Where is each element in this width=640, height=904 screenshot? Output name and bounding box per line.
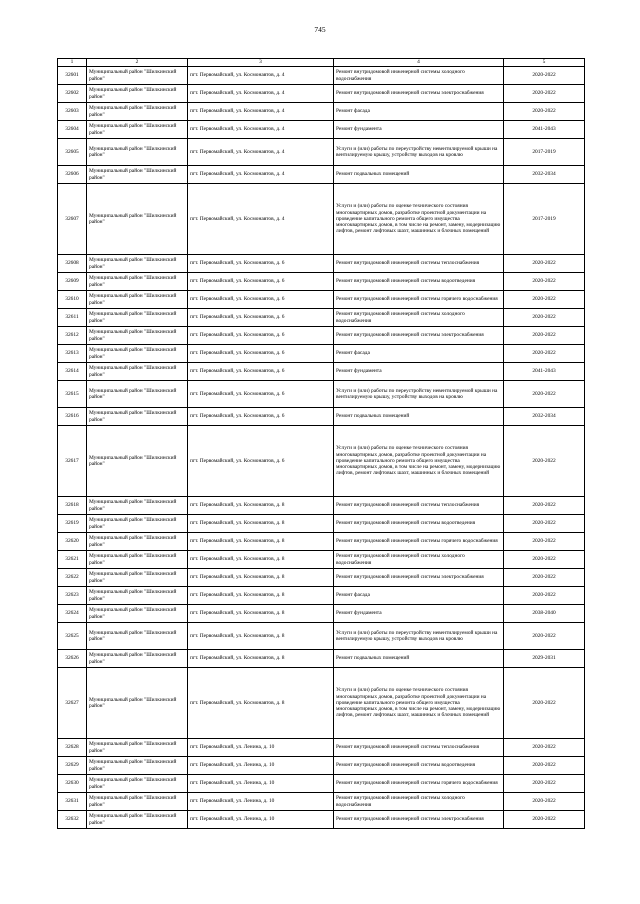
municipality-cell: Муниципальный район "Шилкинский район" <box>87 85 188 103</box>
row-number-cell: 32608 <box>58 255 87 273</box>
row-number-cell: 32624 <box>58 605 87 623</box>
row-number-cell: 32621 <box>58 551 87 569</box>
row-number-cell: 32603 <box>58 103 87 121</box>
address-cell: пгт. Первомайский, ул. Космонавтов, д. 8 <box>188 533 334 551</box>
municipality-cell: Муниципальный район "Шилкинский район" <box>87 408 188 426</box>
period-cell: 2020-2022 <box>504 381 585 408</box>
row-number-cell: 32623 <box>58 587 87 605</box>
period-cell: 2020-2022 <box>504 739 585 757</box>
address-cell: пгт. Первомайский, ул. Космонавтов, д. 8 <box>188 587 334 605</box>
municipality-cell: Муниципальный район "Шилкинский район" <box>87 668 188 739</box>
address-cell: пгт. Первомайский, ул. Ленина, д. 10 <box>188 739 334 757</box>
row-number-cell: 32604 <box>58 121 87 139</box>
period-cell: 2020-2022 <box>504 103 585 121</box>
period-cell: 2020-2022 <box>504 327 585 345</box>
work-type-cell: Ремонт фундамента <box>334 605 504 623</box>
address-cell: пгт. Первомайский, ул. Космонавтов, д. 6 <box>188 363 334 381</box>
table-row <box>58 255 585 273</box>
row-number-cell: 32619 <box>58 515 87 533</box>
municipality-cell: Муниципальный район "Шилкинский район" <box>87 255 188 273</box>
work-type-cell: Услуги и (или) работы по оценке технического состояния многоквартирных домов, разработке проектной документации на проведение капитального ремонта общего имущества многоквартирных домов, в том числе на ремонт, замену, модернизацию лифтов, ремонт лифтовых шахт, машинных и блочных помещений <box>334 668 504 739</box>
row-number-cell: 32632 <box>58 811 87 829</box>
row-number-cell: 32618 <box>58 497 87 515</box>
period-cell: 2029-2031 <box>504 650 585 668</box>
municipality-cell: Муниципальный район "Шилкинский район" <box>87 587 188 605</box>
period-cell: 2020-2022 <box>504 291 585 309</box>
work-type-cell: Ремонт внутридомовой инженерной системы холодного водоснабжения <box>334 793 504 811</box>
municipality-cell: Муниципальный район "Шилкинский район" <box>87 309 188 327</box>
municipality-cell: Муниципальный район "Шилкинский район" <box>87 426 188 497</box>
work-type-cell: Услуги и (или) работы по переустройству невентилируемой крыши на вентилируемую крышу, устройству выходов на кровлю <box>334 139 504 166</box>
address-cell: пгт. Первомайский, ул. Космонавтов, д. 8 <box>188 623 334 650</box>
work-type-cell: Услуги и (или) работы по переустройству невентилируемой крыши на вентилируемую крышу, устройству выходов на кровлю <box>334 381 504 408</box>
work-type-cell: Ремонт внутридомовой инженерной системы холодного водоснабжения <box>334 551 504 569</box>
row-number-cell: 32628 <box>58 739 87 757</box>
table-row <box>58 775 585 793</box>
address-cell: пгт. Первомайский, ул. Космонавтов, д. 8 <box>188 605 334 623</box>
address-cell: пгт. Первомайский, ул. Ленина, д. 10 <box>188 811 334 829</box>
period-cell: 2020-2022 <box>504 569 585 587</box>
period-cell: 2020-2022 <box>504 273 585 291</box>
table-row <box>58 327 585 345</box>
work-type-cell: Ремонт фасада <box>334 103 504 121</box>
column-header: 5 <box>504 59 585 67</box>
address-cell: пгт. Первомайский, ул. Космонавтов, д. 8 <box>188 569 334 587</box>
municipality-cell: Муниципальный район "Шилкинский район" <box>87 291 188 309</box>
row-number-cell: 32627 <box>58 668 87 739</box>
period-cell: 2041-2043 <box>504 363 585 381</box>
period-cell: 2032-2034 <box>504 166 585 184</box>
table-row <box>58 139 585 166</box>
municipality-cell: Муниципальный район "Шилкинский район" <box>87 793 188 811</box>
table-row <box>58 515 585 533</box>
table-row <box>58 757 585 775</box>
municipality-cell: Муниципальный район "Шилкинский район" <box>87 381 188 408</box>
address-cell: пгт. Первомайский, ул. Космонавтов, д. 4 <box>188 139 334 166</box>
municipality-cell: Муниципальный район "Шилкинский район" <box>87 103 188 121</box>
table-row <box>58 533 585 551</box>
municipality-cell: Муниципальный район "Шилкинский район" <box>87 623 188 650</box>
table-row <box>58 739 585 757</box>
row-number-cell: 32602 <box>58 85 87 103</box>
municipality-cell: Муниципальный район "Шилкинский район" <box>87 533 188 551</box>
table-row <box>58 103 585 121</box>
row-number-cell: 32617 <box>58 426 87 497</box>
work-type-cell: Ремонт внутридомовой инженерной системы теплоснабжения <box>334 497 504 515</box>
municipality-cell: Муниципальный район "Шилкинский район" <box>87 811 188 829</box>
address-cell: пгт. Первомайский, ул. Космонавтов, д. 6 <box>188 309 334 327</box>
row-number-cell: 32629 <box>58 757 87 775</box>
work-type-cell: Услуги и (или) работы по переустройству невентилируемой крыши на вентилируемую крышу, устройству выходов на кровлю <box>334 623 504 650</box>
address-cell: пгт. Первомайский, ул. Космонавтов, д. 6 <box>188 327 334 345</box>
period-cell: 2020-2022 <box>504 775 585 793</box>
period-cell: 2017-2019 <box>504 184 585 255</box>
row-number-cell: 32616 <box>58 408 87 426</box>
row-number-cell: 32630 <box>58 775 87 793</box>
work-type-cell: Ремонт внутридомовой инженерной системы электроснабжения <box>334 811 504 829</box>
period-cell: 2032-2034 <box>504 408 585 426</box>
period-cell: 2020-2022 <box>504 587 585 605</box>
work-type-cell: Ремонт фасада <box>334 587 504 605</box>
address-cell: пгт. Первомайский, ул. Космонавтов, д. 8 <box>188 515 334 533</box>
work-type-cell: Услуги и (или) работы по оценке технического состояния многоквартирных домов, разработке проектной документации на проведение капитального ремонта общего имущества многоквартирных домов, в том числе на ремонт, замену, модернизацию лифтов, ремонт лифтовых шахт, машинных и блочных помещений <box>334 426 504 497</box>
table-row <box>58 67 585 85</box>
work-type-cell: Ремонт внутридомовой инженерной системы холодного водоснабжения <box>334 67 504 85</box>
table-row <box>58 426 585 497</box>
table-row <box>58 408 585 426</box>
address-cell: пгт. Первомайский, ул. Космонавтов, д. 6 <box>188 345 334 363</box>
table-row <box>58 363 585 381</box>
header-row <box>58 59 585 67</box>
row-number-cell: 32615 <box>58 381 87 408</box>
municipality-cell: Муниципальный район "Шилкинский район" <box>87 515 188 533</box>
address-cell: пгт. Первомайский, ул. Космонавтов, д. 8 <box>188 650 334 668</box>
address-cell: пгт. Первомайский, ул. Космонавтов, д. 8 <box>188 668 334 739</box>
municipality-cell: Муниципальный район "Шилкинский район" <box>87 327 188 345</box>
address-cell: пгт. Первомайский, ул. Космонавтов, д. 6 <box>188 408 334 426</box>
work-type-cell: Услуги и (или) работы по оценке технического состояния многоквартирных домов, разработке проектной документации на проведение капитального ремонта общего имущества многоквартирных домов, в том числе на ремонт, замену, модернизацию лифтов, ремонт лифтовых шахт, машинных и блочных помещений <box>334 184 504 255</box>
table-row <box>58 569 585 587</box>
row-number-cell: 32605 <box>58 139 87 166</box>
table-row <box>58 309 585 327</box>
table-row <box>58 551 585 569</box>
municipality-cell: Муниципальный район "Шилкинский район" <box>87 345 188 363</box>
column-header: 2 <box>87 59 188 67</box>
row-number-cell: 32611 <box>58 309 87 327</box>
work-type-cell: Ремонт внутридомовой инженерной системы горячего водоснабжения <box>334 533 504 551</box>
table-row <box>58 811 585 829</box>
table-row <box>58 497 585 515</box>
work-type-cell: Ремонт внутридомовой инженерной системы водоотведения <box>334 515 504 533</box>
row-number-cell: 32631 <box>58 793 87 811</box>
work-type-cell: Ремонт подвальных помещений <box>334 166 504 184</box>
municipality-cell: Муниципальный район "Шилкинский район" <box>87 363 188 381</box>
row-number-cell: 32622 <box>58 569 87 587</box>
table-row <box>58 793 585 811</box>
row-number-cell: 32606 <box>58 166 87 184</box>
work-type-cell: Ремонт внутридомовой инженерной системы электроснабжения <box>334 85 504 103</box>
period-cell: 2020-2022 <box>504 551 585 569</box>
address-cell: пгт. Первомайский, ул. Космонавтов, д. 6 <box>188 291 334 309</box>
address-cell: пгт. Первомайский, ул. Ленина, д. 10 <box>188 793 334 811</box>
row-number-cell: 32610 <box>58 291 87 309</box>
address-cell: пгт. Первомайский, ул. Космонавтов, д. 8 <box>188 551 334 569</box>
table-row <box>58 587 585 605</box>
period-cell: 2041-2043 <box>504 121 585 139</box>
row-number-cell: 32625 <box>58 623 87 650</box>
address-cell: пгт. Первомайский, ул. Космонавтов, д. 4 <box>188 67 334 85</box>
period-cell: 2020-2022 <box>504 85 585 103</box>
period-cell: 2020-2022 <box>504 757 585 775</box>
period-cell: 2020-2022 <box>504 255 585 273</box>
address-cell: пгт. Первомайский, ул. Космонавтов, д. 6 <box>188 255 334 273</box>
address-cell: пгт. Первомайский, ул. Космонавтов, д. 4 <box>188 166 334 184</box>
row-number-cell: 32626 <box>58 650 87 668</box>
period-cell: 2020-2022 <box>504 497 585 515</box>
work-type-cell: Ремонт подвальных помещений <box>334 650 504 668</box>
work-type-cell: Ремонт внутридомовой инженерной системы водоотведения <box>334 273 504 291</box>
table-row <box>58 345 585 363</box>
work-type-cell: Ремонт подвальных помещений <box>334 408 504 426</box>
municipality-cell: Муниципальный район "Шилкинский район" <box>87 139 188 166</box>
municipality-cell: Муниципальный район "Шилкинский район" <box>87 273 188 291</box>
municipality-cell: Муниципальный район "Шилкинский район" <box>87 166 188 184</box>
period-cell: 2020-2022 <box>504 426 585 497</box>
municipality-cell: Муниципальный район "Шилкинский район" <box>87 569 188 587</box>
row-number-cell: 32614 <box>58 363 87 381</box>
address-cell: пгт. Первомайский, ул. Космонавтов, д. 8 <box>188 497 334 515</box>
work-type-cell: Ремонт внутридомовой инженерной системы холодного водоснабжения <box>334 309 504 327</box>
period-cell: 2020-2022 <box>504 793 585 811</box>
period-cell: 2020-2022 <box>504 309 585 327</box>
table-row <box>58 166 585 184</box>
period-cell: 2020-2022 <box>504 811 585 829</box>
address-cell: пгт. Первомайский, ул. Космонавтов, д. 4 <box>188 184 334 255</box>
row-number-cell: 32601 <box>58 67 87 85</box>
table-row <box>58 605 585 623</box>
period-cell: 2017-2019 <box>504 139 585 166</box>
municipality-cell: Муниципальный район "Шилкинский район" <box>87 67 188 85</box>
municipality-cell: Муниципальный район "Шилкинский район" <box>87 739 188 757</box>
work-type-cell: Ремонт внутридомовой инженерной системы электроснабжения <box>334 327 504 345</box>
work-type-cell: Ремонт внутридомовой инженерной системы теплоснабжения <box>334 255 504 273</box>
municipality-cell: Муниципальный район "Шилкинский район" <box>87 605 188 623</box>
address-cell: пгт. Первомайский, ул. Ленина, д. 10 <box>188 775 334 793</box>
work-type-cell: Ремонт внутридомовой инженерной системы электроснабжения <box>334 569 504 587</box>
address-cell: пгт. Первомайский, ул. Космонавтов, д. 4 <box>188 103 334 121</box>
row-number-cell: 32620 <box>58 533 87 551</box>
period-cell: 2020-2022 <box>504 623 585 650</box>
column-header: 3 <box>188 59 334 67</box>
municipality-cell: Муниципальный район "Шилкинский район" <box>87 551 188 569</box>
row-number-cell: 32613 <box>58 345 87 363</box>
address-cell: пгт. Первомайский, ул. Космонавтов, д. 6 <box>188 381 334 408</box>
period-cell: 2020-2022 <box>504 668 585 739</box>
table-row <box>58 184 585 255</box>
municipality-cell: Муниципальный район "Шилкинский район" <box>87 497 188 515</box>
work-type-cell: Ремонт фасада <box>334 345 504 363</box>
row-number-cell: 32609 <box>58 273 87 291</box>
period-cell: 2020-2022 <box>504 345 585 363</box>
table-body <box>58 67 585 829</box>
period-cell: 2020-2022 <box>504 515 585 533</box>
table-row <box>58 381 585 408</box>
row-number-cell: 32612 <box>58 327 87 345</box>
municipality-cell: Муниципальный район "Шилкинский район" <box>87 775 188 793</box>
table-row <box>58 291 585 309</box>
row-number-cell: 32607 <box>58 184 87 255</box>
work-type-cell: Ремонт внутридомовой инженерной системы водоотведения <box>334 757 504 775</box>
work-type-cell: Ремонт фундамента <box>334 363 504 381</box>
table-row <box>58 623 585 650</box>
page-number: 745 <box>314 25 326 34</box>
table-row <box>58 650 585 668</box>
table-row <box>58 85 585 103</box>
column-header: 1 <box>58 59 87 67</box>
table-row <box>58 273 585 291</box>
municipality-cell: Муниципальный район "Шилкинский район" <box>87 184 188 255</box>
period-cell: 2020-2022 <box>504 533 585 551</box>
address-cell: пгт. Первомайский, ул. Ленина, д. 10 <box>188 757 334 775</box>
table-row <box>58 668 585 739</box>
period-cell: 2038-2040 <box>504 605 585 623</box>
municipality-cell: Муниципальный район "Шилкинский район" <box>87 121 188 139</box>
period-cell: 2020-2022 <box>504 67 585 85</box>
municipality-cell: Муниципальный район "Шилкинский район" <box>87 650 188 668</box>
work-type-cell: Ремонт фундамента <box>334 121 504 139</box>
address-cell: пгт. Первомайский, ул. Космонавтов, д. 6 <box>188 426 334 497</box>
table-row <box>58 121 585 139</box>
work-type-cell: Ремонт внутридомовой инженерной системы теплоснабжения <box>334 739 504 757</box>
repair-schedule-table <box>57 58 585 829</box>
work-type-cell: Ремонт внутридомовой инженерной системы горячего водоснабжения <box>334 775 504 793</box>
address-cell: пгт. Первомайский, ул. Космонавтов, д. 4 <box>188 121 334 139</box>
address-cell: пгт. Первомайский, ул. Космонавтов, д. 6 <box>188 273 334 291</box>
work-type-cell: Ремонт внутридомовой инженерной системы горячего водоснабжения <box>334 291 504 309</box>
column-header: 4 <box>334 59 504 67</box>
address-cell: пгт. Первомайский, ул. Космонавтов, д. 4 <box>188 85 334 103</box>
municipality-cell: Муниципальный район "Шилкинский район" <box>87 757 188 775</box>
